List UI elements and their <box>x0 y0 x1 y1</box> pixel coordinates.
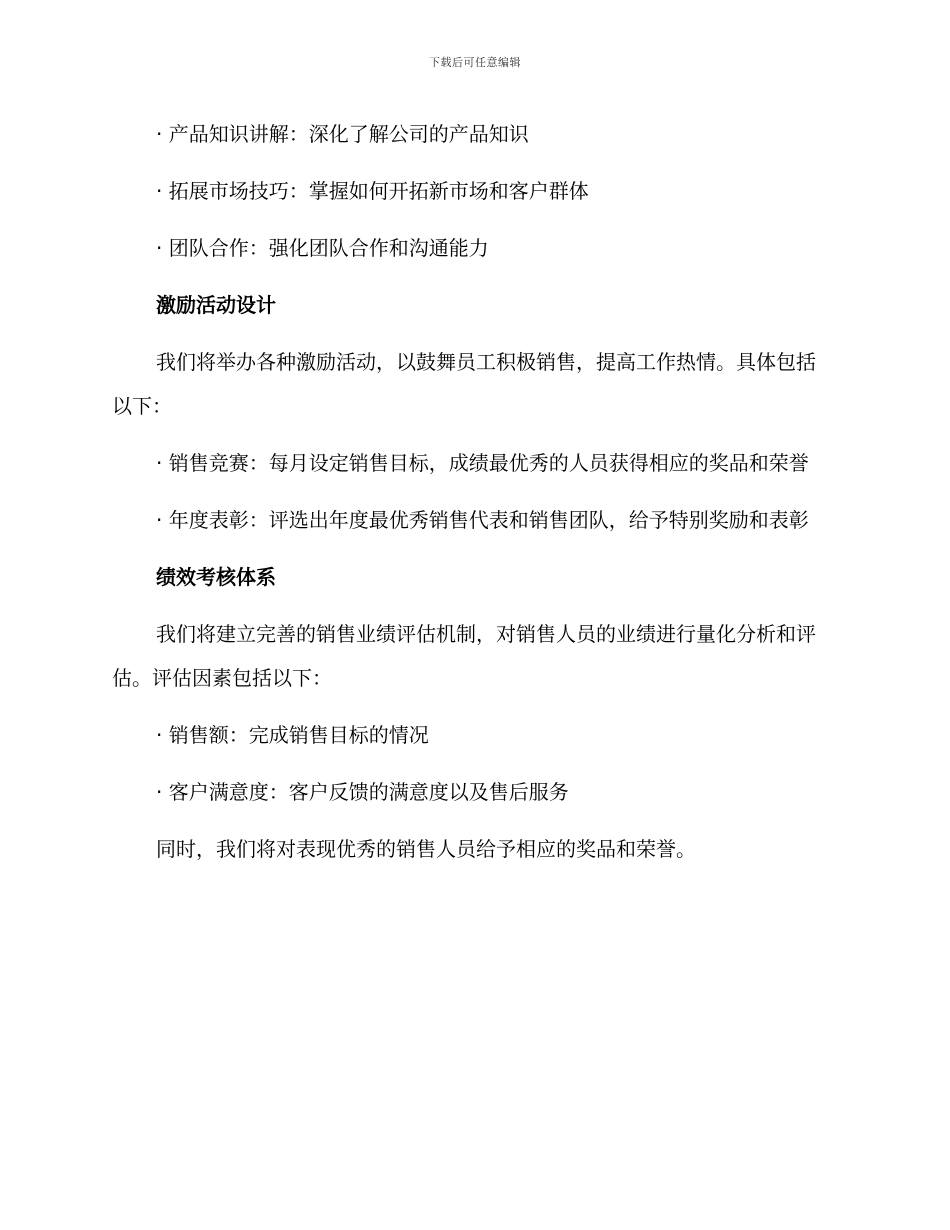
bullet-customer-satisfaction: · 客户满意度：客户反馈的满意度以及售后服务 <box>156 780 569 804</box>
paragraph-incentive-intro: 我们将举办各种激励活动，以鼓舞员工积极销售，提高工作热情。具体包括以下： <box>112 350 816 418</box>
bullet-product-knowledge: · 产品知识讲解：深化了解公司的产品知识 <box>156 122 529 146</box>
bullet-sales-competition: · 销售竞赛：每月设定销售目标，成绩最优秀的人员获得相应的奖品和荣誉 <box>156 451 809 475</box>
document-body <box>112 112 832 884</box>
paragraph-performance-intro: 我们将建立完善的销售业绩评估机制，对销售人员的业绩进行量化分析和评估。评估因素包括以下： <box>112 622 816 690</box>
header-note: 下载后可任意编辑 <box>429 56 521 69</box>
section-heading-incentive: 激励活动设计 <box>156 293 276 317</box>
section-heading-performance: 绩效考核体系 <box>156 565 276 589</box>
paragraph-closing: 同时，我们将对表现优秀的销售人员给予相应的奖品和荣誉。 <box>156 837 696 861</box>
bullet-sales-volume: · 销售额：完成销售目标的情况 <box>156 723 429 747</box>
bullet-teamwork: · 团队合作：强化团队合作和沟通能力 <box>156 236 489 260</box>
bullet-annual-award: · 年度表彰：评选出年度最优秀销售代表和销售团队，给予特别奖励和表彰 <box>156 508 809 532</box>
bullet-market-skills: · 拓展市场技巧：掌握如何开拓新市场和客户群体 <box>156 179 589 203</box>
